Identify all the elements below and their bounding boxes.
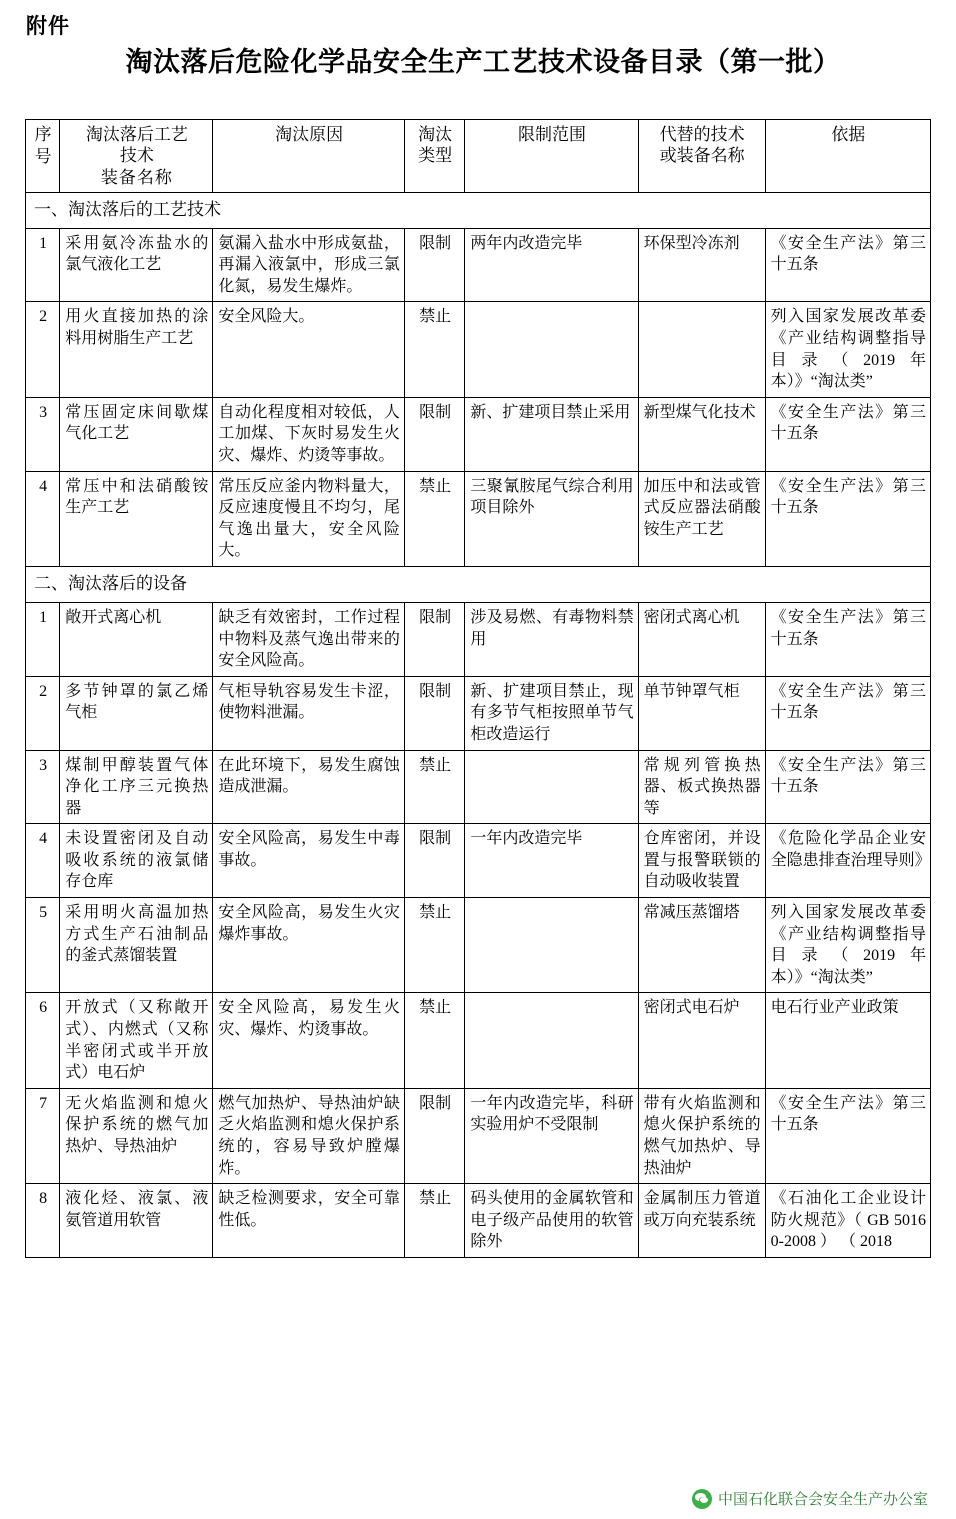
cell-reason: 气柜导轨容易发生卡涩，使物料泄漏。 (213, 676, 404, 750)
header-name (60, 120, 213, 193)
cell-no: 4 (26, 824, 60, 898)
cell-reason: 在此环境下，易发生腐蚀造成泄漏。 (213, 750, 404, 824)
table-row (26, 1184, 931, 1258)
table-section-title: 二、淘汰落后的设备 (26, 567, 931, 603)
cell-name: 采用明火高温加热方式生产石油制品的釜式蒸馏装置 (60, 898, 213, 993)
header-no (26, 120, 60, 193)
table-row (26, 750, 931, 824)
cell-scope: 三聚氰胺尾气综合利用项目除外 (465, 471, 638, 566)
cell-alt: 环保型冷冻剂 (638, 228, 765, 302)
cell-no: 2 (26, 302, 60, 397)
cell-scope: 涉及易燃、有毒物料禁用 (465, 602, 638, 676)
page-title: 淘汰落后危险化学品安全生产工艺技术设备目录（第一批） (125, 47, 841, 77)
table-row (26, 228, 931, 302)
header-no-l1: 序号 (34, 125, 52, 167)
table-row (26, 602, 931, 676)
cell-scope (465, 302, 638, 397)
cell-basis: 《安全生产法》第三十五条 (765, 397, 930, 471)
cell-alt: 常减压蒸馏塔 (638, 898, 765, 993)
cell-basis: 《危险化学品企业安全隐患排查治理导则》 (765, 824, 930, 898)
cell-name: 未设置密闭及自动吸收系统的液氯储存仓库 (60, 824, 213, 898)
cell-reason: 安全风险高，易发生火灾、爆炸、灼烫事故。 (213, 993, 404, 1088)
cell-type: 限制 (404, 602, 464, 676)
cell-name: 液化烃、液氯、液氨管道用软管 (60, 1184, 213, 1258)
cell-no: 1 (26, 228, 60, 302)
cell-type: 限制 (404, 228, 464, 302)
cell-scope: 新、扩建项目禁止，现有多节气柜按照单节气柜改造运行 (465, 676, 638, 750)
cell-name: 常压固定床间歇煤气化工艺 (60, 397, 213, 471)
cell-type: 限制 (404, 397, 464, 471)
cell-no: 6 (26, 993, 60, 1088)
cell-scope: 新、扩建项目禁止采用 (465, 397, 638, 471)
cell-reason: 燃气加热炉、导热油炉缺乏火焰监测和熄火保护系统的，容易导致炉膛爆炸。 (213, 1088, 404, 1183)
cell-reason: 安全风险高，易发生火灾爆炸事故。 (213, 898, 404, 993)
cell-no: 8 (26, 1184, 60, 1258)
wechat-icon (692, 1489, 712, 1509)
header-type-l1: 淘汰 (418, 125, 453, 144)
cell-reason: 常压反应釜内物料量大，反应速度慢且不均匀，尾气逸出量大，安全风险大。 (213, 471, 404, 566)
cell-basis: 《安全生产法》第三十五条 (765, 471, 930, 566)
cell-basis: 《安全生产法》第三十五条 (765, 228, 930, 302)
cell-reason: 安全风险高，易发生中毒事故。 (213, 824, 404, 898)
cell-type: 禁止 (404, 750, 464, 824)
table-row (26, 397, 931, 471)
header-reason: 淘汰原因 (213, 120, 404, 193)
cell-scope (465, 993, 638, 1088)
table-header-row (26, 120, 931, 193)
cell-basis: 《安全生产法》第三十五条 (765, 676, 930, 750)
table-row (26, 676, 931, 750)
cell-alt: 带有火焰监测和熄火保护系统的燃气加热炉、导热油炉 (638, 1088, 765, 1183)
cell-type: 禁止 (404, 898, 464, 993)
cell-scope (465, 750, 638, 824)
watermark (692, 1488, 928, 1509)
cell-scope (465, 898, 638, 993)
cell-no: 7 (26, 1088, 60, 1183)
cell-reason: 缺乏有效密封，工作过程中物料及蒸气逸出带来的安全风险高。 (213, 602, 404, 676)
cell-reason: 缺乏检测要求，安全可靠性低。 (213, 1184, 404, 1258)
cell-name: 无火焰监测和熄火保护系统的燃气加热炉、导热油炉 (60, 1088, 213, 1183)
cell-basis: 列入国家发展改革委《产业结构调整指导目录（2019年本）》“淘汰类” (765, 302, 930, 397)
cell-no: 5 (26, 898, 60, 993)
cell-name: 多节钟罩的氯乙烯气柜 (60, 676, 213, 750)
cell-type: 禁止 (404, 471, 464, 566)
cell-no: 3 (26, 397, 60, 471)
header-type (404, 120, 464, 193)
cell-name: 煤制甲醇装置气体净化工序三元换热器 (60, 750, 213, 824)
header-type-l2: 类型 (418, 146, 453, 166)
cell-no: 3 (26, 750, 60, 824)
cell-alt: 加压中和法或管式反应器法硝酸铵生产工艺 (638, 471, 765, 566)
cell-alt: 仓库密闭，并设置与报警联锁的自动吸收装置 (638, 824, 765, 898)
cell-no: 2 (26, 676, 60, 750)
cell-scope: 两年内改造完毕 (465, 228, 638, 302)
header-scope: 限制范围 (465, 120, 638, 193)
cell-basis: 《安全生产法》第三十五条 (765, 1088, 930, 1183)
cell-alt: 新型煤气化技术 (638, 397, 765, 471)
cell-basis: 《石油化工企业设计防火规范》（ GB 50160-2008 ） （ 2018 (765, 1184, 930, 1258)
table-section-row (26, 192, 931, 228)
cell-alt: 单节钟罩气柜 (638, 676, 765, 750)
header-basis: 依据 (765, 120, 930, 193)
table-section-row (26, 567, 931, 603)
cell-scope: 一年内改造完毕，科研实验用炉不受限制 (465, 1088, 638, 1183)
cell-name: 敞开式离心机 (60, 602, 213, 676)
cell-alt: 密闭式电石炉 (638, 993, 765, 1088)
table-row (26, 898, 931, 993)
cell-basis: 电石行业产业政策 (765, 993, 930, 1088)
cell-scope: 一年内改造完毕 (465, 824, 638, 898)
cell-basis: 《安全生产法》第三十五条 (765, 602, 930, 676)
header-alt (638, 120, 765, 193)
cell-alt: 密闭式离心机 (638, 602, 765, 676)
header-alt-l2: 或装备名称 (659, 146, 745, 166)
catalog-table (25, 119, 931, 1258)
table-section-title: 一、淘汰落后的工艺技术 (26, 192, 931, 228)
table-row (26, 302, 931, 397)
cell-name: 用火直接加热的涂料用树脂生产工艺 (60, 302, 213, 397)
cell-name: 采用氨冷冻盐水的氯气液化工艺 (60, 228, 213, 302)
cell-name: 开放式（又称敞开式）、内燃式（又称半密闭式或半开放式）电石炉 (60, 993, 213, 1088)
cell-alt (638, 302, 765, 397)
attachment-label: 附件 (26, 14, 70, 38)
header-alt-l1: 代替的技术 (659, 125, 745, 144)
table-row (26, 471, 931, 566)
cell-type: 限制 (404, 824, 464, 898)
table-body (26, 192, 931, 1257)
cell-type: 禁止 (404, 993, 464, 1088)
cell-reason: 自动化程度相对较低，人工加煤、下灰时易发生火灾、爆炸、灼烫等事故。 (213, 397, 404, 471)
cell-reason: 安全风险大。 (213, 302, 404, 397)
cell-no: 4 (26, 471, 60, 566)
table-row (26, 1088, 931, 1183)
header-name-l2: 技术 (119, 146, 154, 166)
cell-type: 禁止 (404, 1184, 464, 1258)
cell-scope: 码头使用的金属软管和电子级产品使用的软管除外 (465, 1184, 638, 1258)
cell-type: 禁止 (404, 302, 464, 397)
cell-alt: 常规列管换热器、板式换热器等 (638, 750, 765, 824)
header-name-l3: 装备名称 (100, 167, 173, 187)
header-name-l1: 淘汰落后工艺 (85, 125, 188, 144)
cell-reason: 氨漏入盐水中形成氨盐，再漏入液氯中，形成三氯化氮，易发生爆炸。 (213, 228, 404, 302)
cell-name: 常压中和法硝酸铵生产工艺 (60, 471, 213, 566)
cell-no: 1 (26, 602, 60, 676)
table-row (26, 824, 931, 898)
cell-type: 限制 (404, 1088, 464, 1183)
table-row (26, 993, 931, 1088)
cell-basis: 《安全生产法》第三十五条 (765, 750, 930, 824)
cell-alt: 金属制压力管道或万向充装系统 (638, 1184, 765, 1258)
cell-type: 限制 (404, 676, 464, 750)
cell-basis: 列入国家发展改革委《产业结构调整指导目录（2019年本）》“淘汰类” (765, 898, 930, 993)
watermark-text: 中国石化联合会安全生产办公室 (717, 1491, 928, 1508)
